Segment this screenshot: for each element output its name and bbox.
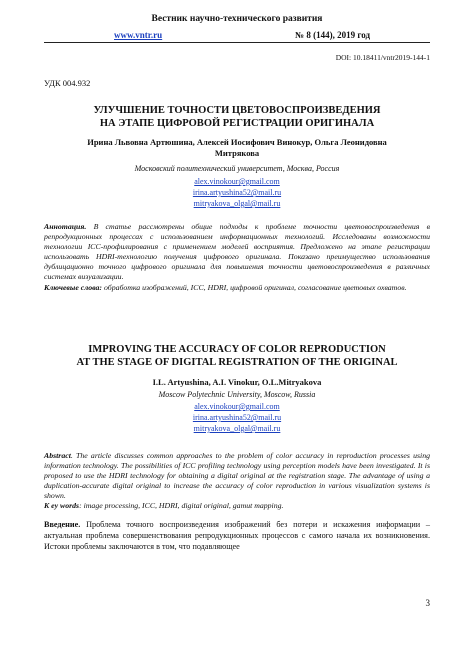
ru-title-line-1: УЛУЧШЕНИЕ ТОЧНОСТИ ЦВЕТОВОСПРОИЗВЕДЕНИЯ bbox=[93, 105, 381, 116]
ru-emails bbox=[44, 176, 430, 209]
en-title-line-2: AT THE STAGE OF DIGITAL REGISTRATION OF THE ORIGINAL bbox=[76, 357, 398, 368]
page-number: 3 bbox=[425, 598, 430, 608]
en-abstract-label: Abstract bbox=[44, 451, 71, 460]
ru-abstract-text: В статье рассмотрены общие подходы к проблеме точности цветовоспроизведения в репродукционных процессах с использованием информационных технологий. Исследованы возможности технологии ICC-профилирования с применением моделей восприятия. Предложено на этапе регистрации использовать HDRI-технологию получения цифрового оригинала. Показано преимущество использования дублицационно точного цифрового оригинала для повышения точности цветовоспроизведения в различных системах визуализации. bbox=[44, 222, 430, 282]
en-abstract bbox=[44, 451, 430, 512]
journal-url-link[interactable]: www.vntr.ru bbox=[114, 30, 163, 40]
en-title bbox=[44, 343, 430, 369]
ru-title bbox=[44, 104, 430, 130]
en-title-line-1: IMPROVING THE ACCURACY OF COLOR REPRODUCTION bbox=[88, 344, 386, 355]
en-keywords-text: : image processing, ICC, HDRI, digital original, gamut mapping. bbox=[79, 501, 284, 511]
introduction bbox=[44, 519, 430, 552]
ru-authors bbox=[44, 137, 430, 159]
ru-email-link[interactable]: alex.vinokour@gmail.com bbox=[194, 177, 280, 186]
en-keywords bbox=[44, 501, 430, 511]
en-abstract-text: . The article discusses common approaches to the problem of color accuracy in reproduction processes using information technology. The possibilities of ICC profiling technology using perception models have been investigated. It is proposed to use the HDRI technology for obtaining a digital original at the registration stage. The advantage of using a duplication-accurate digital original to increase the accuracy of color reproduction in various visualization systems is shown. bbox=[44, 451, 430, 501]
ru-keywords bbox=[44, 283, 430, 293]
udk-code: УДК 004.932 bbox=[44, 78, 91, 88]
en-email-link[interactable]: irina.artyushina52@mail.ru bbox=[192, 413, 282, 422]
ru-authors-line-2: Митрякова bbox=[214, 148, 260, 158]
issue-number: № 8 (144), 2019 год bbox=[295, 30, 370, 40]
ru-keywords-text: обработка изображений, ICC, HDRI, цифровой оригинал, согласование цветовых охватов. bbox=[102, 282, 407, 292]
intro-label: Введение. bbox=[44, 520, 81, 529]
ru-keywords-label: Ключевые слова: bbox=[44, 282, 103, 292]
ru-email-link[interactable]: irina.artyushina52@mail.ru bbox=[192, 188, 282, 197]
ru-affiliation: Московский политехнический университет, Москва, Россия bbox=[134, 164, 340, 173]
en-email-link[interactable]: mitryakova_olgal@mail.ru bbox=[193, 424, 281, 433]
en-email-link[interactable]: alex.vinokour@gmail.com bbox=[194, 402, 280, 411]
ru-abstract-paragraph bbox=[44, 222, 430, 283]
journal-title: Вестник научно-технического развития bbox=[151, 14, 323, 24]
intro-text: Проблема точного воспроизведения изображений без потери и искажения информации – актуальная проблема совершенствования репродукционных процессов с самого начала их возникновения. Истоки проблемы заключаются в том, что подавляющее bbox=[44, 520, 430, 551]
en-emails bbox=[44, 401, 430, 434]
en-abstract-paragraph bbox=[44, 451, 430, 501]
ru-authors-line-1: Ирина Львовна Артюшина, Алексей Иосифович Винокур, Ольга Леонидовна bbox=[87, 137, 387, 147]
ru-email-link[interactable]: mitryakova_olgal@mail.ru bbox=[193, 199, 281, 208]
ru-title-line-2: НА ЭТАПЕ ЦИФРОВОЙ РЕГИСТРАЦИИ ОРИГИНАЛА bbox=[99, 118, 375, 129]
doi: DOI: 10.18411/vntr2019-144-1 bbox=[335, 53, 430, 62]
en-affiliation: Moscow Polytechnic University, Moscow, Russia bbox=[158, 390, 316, 399]
en-keywords-label: K ey words bbox=[44, 501, 80, 511]
header-divider bbox=[44, 42, 430, 43]
ru-abstract bbox=[44, 222, 430, 293]
ru-abstract-label: Аннотация. bbox=[44, 222, 87, 231]
en-authors: I.L. Artyushina, A.I. Vinokur, O.L.Mitryakova bbox=[152, 377, 322, 387]
